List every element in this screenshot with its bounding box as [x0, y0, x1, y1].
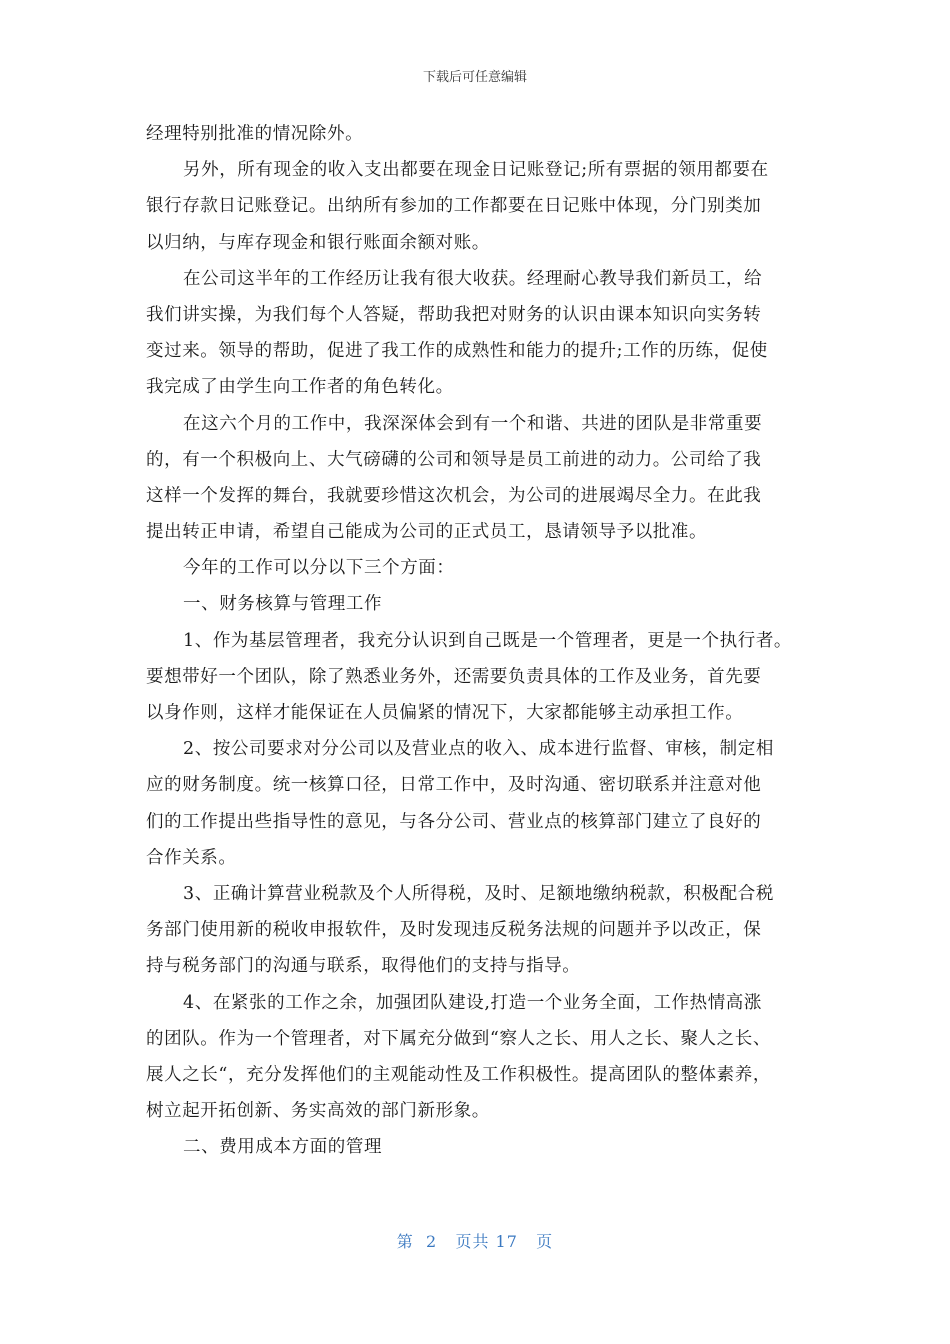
text-line: 应的财务制度。统一核算口径，日常工作中，及时沟通、密切联系并注意对他 [146, 775, 762, 796]
text-line: 3、正确计算营业税款及个人所得税，及时、足额地缴纳税款，积极配合税 [183, 883, 774, 904]
text-line: 4、在紧张的工作之余，加强团队建设,打造一个业务全面，工作热情高涨 [183, 992, 762, 1013]
text-line: 以身作则，这样才能保证在人员偏紧的情况下，大家都能够主动承担工作。 [146, 703, 744, 723]
text-line: 树立起开拓创新、务实高效的部门新形象。 [146, 1101, 490, 1122]
text-line: 2、按公司要求对分公司以及营业点的收入、成本进行监督、审核，制定相 [183, 739, 774, 760]
text-line: 持与税务部门的沟通与联系，取得他们的支持与指导。 [146, 956, 581, 977]
section-heading: 一、财务核算与管理工作 [183, 594, 383, 615]
text-line: 以归纳，与库存现金和银行账面余额对账。 [146, 232, 490, 253]
text-line: 今年的工作可以分以下三个方面： [183, 558, 455, 579]
text-line: 1、作为基层管理者，我充分认识到自己既是一个管理者，更是一个执行者。 [183, 630, 793, 651]
page-total: 17 [495, 1232, 518, 1251]
text-line: 经理特别批准的情况除外。 [146, 124, 364, 144]
page-header: 下载后可任意编辑 [422, 70, 527, 85]
document-body [146, 116, 818, 1165]
text-line: 银行存款日记账登记。出纳所有参加的工作都要在日记账中体现，分门别类加 [146, 196, 762, 217]
text-line: 务部门使用新的税收申报软件，及时发现违反税务法规的问题并予以改正，保 [146, 920, 762, 941]
page-label-suffix: 页 [536, 1232, 554, 1251]
page-label-prefix: 第 [396, 1232, 414, 1251]
text-line: 们的工作提出些指导性的意见，与各分公司、营业点的核算部门建立了良好的 [146, 811, 762, 832]
text-line: 在这六个月的工作中，我深深体会到有一个和谐、共进的团队是非常重要 [183, 413, 763, 434]
text-line: 的团队。作为一个管理者，对下属充分做到“察人之长、用人之长、聚人之长、 [146, 1028, 771, 1049]
text-line: 合作关系。 [146, 847, 237, 868]
section-heading: 二、费用成本方面的管理 [183, 1137, 383, 1158]
text-line: 我完成了由学生向工作者的角色转化。 [146, 377, 454, 398]
page-footer [0, 1229, 950, 1252]
text-line: 变过来。领导的帮助，促进了我工作的成熟性和能力的提升;工作的历练，促使 [146, 341, 768, 362]
page-number: 2 [425, 1232, 438, 1251]
text-line: 提出转正申请，希望自己能成为公司的正式员工，恳请领导予以批准。 [146, 522, 708, 543]
text-line: 的，有一个积极向上、大气磅礴的公司和领导是员工前进的动力。公司给了我 [146, 449, 762, 470]
text-line: 要想带好一个团队，除了熟悉业务外，还需要负责具体的工作及业务，首先要 [146, 666, 762, 687]
text-line: 我们讲实操，为我们每个人答疑，帮助我把对财务的认识由课本知识向实务转 [146, 304, 762, 325]
text-line: 这样一个发挥的舞台，我就要珍惜这次机会，为公司的进展竭尽全力。在此我 [146, 485, 762, 506]
text-line: 展人之长“，充分发挥他们的主观能动性及工作积极性。提高团队的整体素养， [146, 1064, 771, 1085]
text-line: 在公司这半年的工作经历让我有很大收获。经理耐心教导我们新员工，给 [183, 268, 763, 289]
page-label-middle: 页共 [455, 1232, 490, 1251]
text-line: 另外，所有现金的收入支出都要在现金日记账登记;所有票据的领用都要在 [183, 160, 769, 181]
